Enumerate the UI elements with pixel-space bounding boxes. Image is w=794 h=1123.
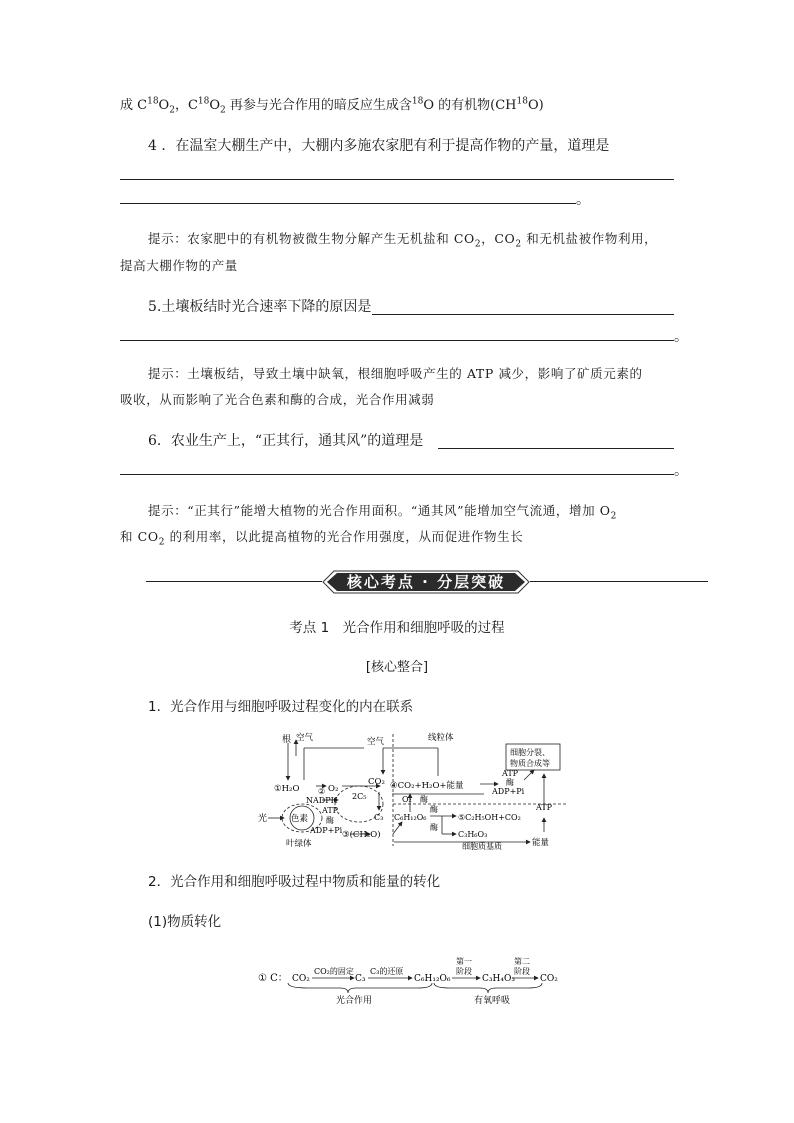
period: 。 <box>674 463 688 479</box>
diagram-label: C₃ <box>374 813 384 822</box>
diagram-label: 线粒体 <box>428 733 454 743</box>
hint-5-line2: 吸收，从而影响了光合色素和酶的合成，光合作用减弱 <box>120 392 435 407</box>
kaodian-title: 考点 1 光合作用和细胞呼吸的过程 <box>289 620 505 636</box>
diagram-label: 第一 <box>456 957 472 966</box>
isotope-mark: 18 <box>516 96 528 107</box>
banner-rule-right <box>530 581 708 582</box>
answer-line <box>120 474 674 475</box>
subscript: 2 <box>515 239 522 250</box>
question-4: 4 ．在温室大棚生产中，大棚内多施农家肥有利于提高作物的产量，道理是 <box>148 138 610 154</box>
diagram-label: 酶 <box>430 805 438 814</box>
diagram-label: ② <box>318 787 326 796</box>
diagram-label: 2C₅ <box>352 792 367 801</box>
answer-line <box>372 314 674 315</box>
subscript: 2 <box>158 537 166 548</box>
subscript: 2 <box>474 239 482 250</box>
diagram-label: 阶段 <box>456 967 472 976</box>
intro-text: O) <box>527 98 544 113</box>
hint-5-line1: 提示：土壤板结，导致土壤中缺氧，根细胞呼吸产生的 ATP 减少，影响了矿质元素的 <box>148 366 643 381</box>
intro-text: O 的有机物(CH <box>423 98 517 113</box>
diagram-label: 光 <box>258 814 268 824</box>
diagram-label: ④CO₂+H₂O+能量 <box>390 781 464 791</box>
subscript: 2 <box>220 105 226 116</box>
diagram-label: CO₂ <box>540 974 558 984</box>
diagram-label: 酶 <box>430 823 438 832</box>
diagram-label: CO₂ <box>292 974 310 984</box>
diagram-label: C₆H₁₂O₆ <box>414 974 451 984</box>
diagram-label: 酶 <box>420 795 428 804</box>
subscript: 2 <box>169 105 175 116</box>
diagram-label: C₃H₄O₃ <box>482 974 515 984</box>
diagram-label: C₃H₆O₃ <box>458 830 488 839</box>
hint-text: 提示：“正其行”能增大植物的光合作用面积。“通其风”能增加空气流通，增加 O <box>148 503 611 518</box>
diagram-label: ①H₂O <box>274 784 300 794</box>
diagram-label: ③(CH₂O) <box>342 830 381 840</box>
diagram-label: 酶 <box>326 816 334 825</box>
hint-text: 和无机盐被作物利用， <box>521 231 658 246</box>
point-2-sub: (1)物质转化 <box>148 914 222 930</box>
intro-text: ，C <box>174 98 198 113</box>
diagram-label: 有氧呼吸 <box>474 996 511 1006</box>
point-1: 1．光合作用与细胞呼吸过程变化的内在联系 <box>148 699 414 715</box>
diagram-label: ⑤C₂H₅OH+CO₂ <box>458 813 521 822</box>
diagram-label: 根 <box>282 735 292 745</box>
diagram-label: ATP <box>322 806 339 815</box>
diagram-label: 细胞分裂、 <box>510 748 550 757</box>
diagram-label: C₆H₁₂O₆ <box>394 813 427 822</box>
carbon-path-diagram <box>258 955 564 1007</box>
diagram-label: C₃ <box>355 974 366 984</box>
isotope-mark: 18 <box>147 96 159 107</box>
diagram-label: O₂ <box>328 784 339 794</box>
subscript: 2 <box>610 511 617 522</box>
period: 。 <box>674 329 688 345</box>
diagram-label: 第二 <box>514 957 530 966</box>
diagram-label: 阶段 <box>514 967 530 976</box>
hint-6-line2 <box>120 529 524 548</box>
diagram-label: NADPH <box>306 796 338 805</box>
question-6: 6．农业生产上，“正其行，通其风”的道理是 <box>148 433 424 449</box>
point-2: 2．光合作用和细胞呼吸过程中物质和能量的转化 <box>148 874 441 890</box>
hint-4-line1 <box>148 231 658 250</box>
answer-line <box>438 448 674 449</box>
diagram-label: 叶绿体 <box>286 839 312 849</box>
diagram-label: 物质合成等 <box>510 759 550 768</box>
intro-line <box>120 97 544 114</box>
diagram-label: 细胞质基质 <box>462 842 502 850</box>
diagram-label: ADP+Pi <box>310 826 343 835</box>
process-diagram <box>252 732 572 850</box>
intro-text: O <box>209 98 221 113</box>
banner-rule-left <box>146 581 322 582</box>
diagram-label: ATP <box>502 769 519 778</box>
hint-6-line1 <box>148 503 617 522</box>
answer-line <box>120 340 674 341</box>
hint-text: ，CO <box>481 231 516 246</box>
hint-text: 和 CO <box>120 529 159 544</box>
diagram-label: CO₂ <box>368 777 385 787</box>
question-5: 5.土壤板结时光合速率下降的原因是 <box>148 299 372 315</box>
intro-text: 成 C <box>120 98 148 113</box>
diagram-label: 色素 <box>291 814 309 824</box>
banner-title: 核心考点 · 分层突破 <box>346 573 506 591</box>
diagram-label: 空气 <box>296 733 314 743</box>
diagram-label: C₃的还原 <box>370 967 404 976</box>
intro-text: O <box>158 98 170 113</box>
diagram-label: ADP+Pi <box>492 787 525 796</box>
isotope-mark: 18 <box>197 96 210 107</box>
hint-text: 的利用率，以此提高植物的光合作用强度，从而促进作物生长 <box>165 529 524 544</box>
diagram-label: O₂ <box>402 795 412 804</box>
diagram-label: 酶 <box>506 778 514 787</box>
diagram-label: ① C： <box>258 973 288 984</box>
answer-line <box>120 179 674 180</box>
hint-4-line2: 提高大棚作物的产量 <box>120 258 238 273</box>
hint-text: 提示：农家肥中的有机物被微生物分解产生无机盐和 CO <box>148 231 475 246</box>
diagram-label: ATP <box>536 803 553 812</box>
period: 。 <box>576 192 590 208</box>
intro-text: 再参与光合作用的暗反应生成含 <box>225 98 412 113</box>
answer-line <box>120 203 576 204</box>
section-banner <box>322 570 530 594</box>
diagram-label: 能量 <box>532 838 550 848</box>
diagram-label: 空气 <box>367 737 385 747</box>
diagram-label: CO₂的固定 <box>314 967 354 976</box>
diagram-label: 光合作用 <box>336 996 373 1006</box>
core-label: [核心整合] <box>365 660 429 675</box>
isotope-mark: 18 <box>411 96 424 107</box>
